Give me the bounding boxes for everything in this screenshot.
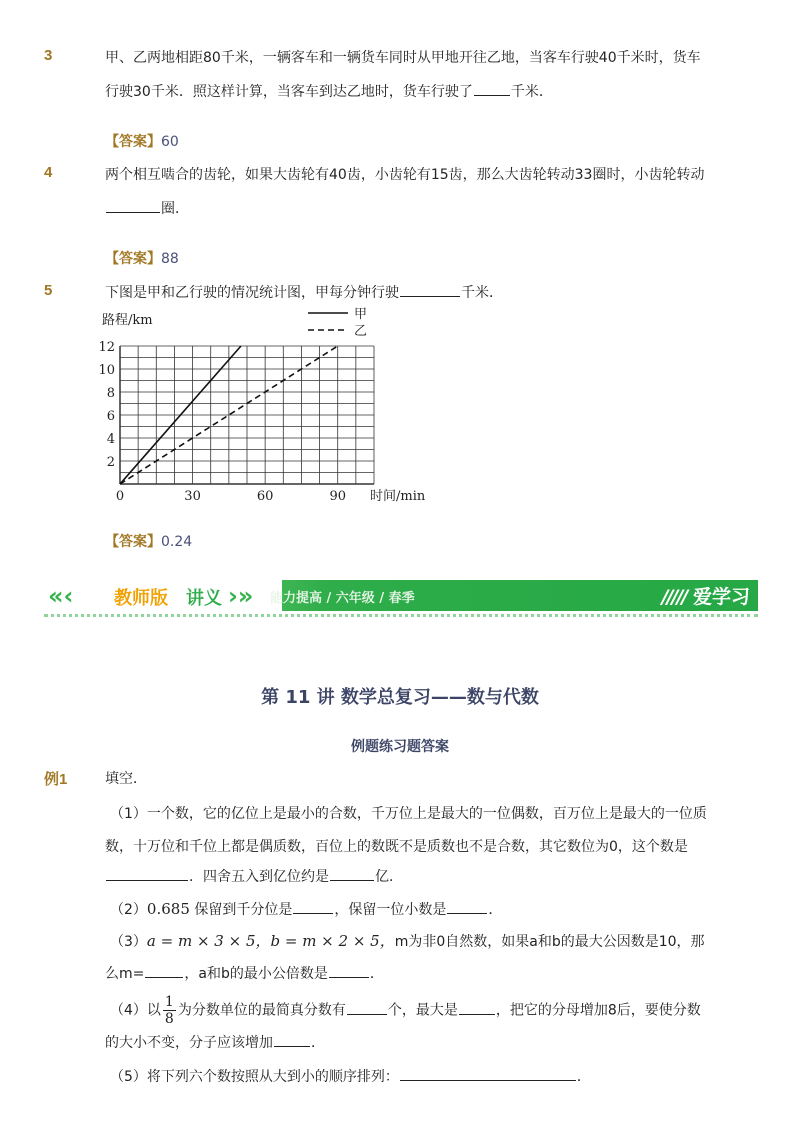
answer-blank: [274, 1032, 310, 1047]
ex1-part1-line3a: ．四舍五入到亿位约是: [189, 869, 329, 885]
ex1-part3-line1: [110, 930, 705, 951]
lecture-title: 第 11 讲 数学总复习——数与代数: [261, 687, 539, 708]
q3-text-line2a: 行驶30千米．照这样计算，当客车到达乙地时，货车行驶了: [105, 84, 473, 100]
q4-text-line2b: 圈．: [161, 201, 189, 217]
answer-value: 60: [161, 134, 179, 150]
x-axis-label: 时间/min: [370, 489, 426, 504]
answer-blank: [329, 963, 369, 978]
ex1-part1-line1: （1）一个数，它的亿位上是最小的合数，千万位上是最大的一位偶数，百万位上是最大的一位质: [110, 806, 707, 822]
x-tick-label: 30: [184, 489, 201, 504]
ex1-part4-label: （4）以: [110, 1002, 161, 1019]
answer-label: 【答案】: [105, 134, 161, 150]
ex1-part4-text-c: 个，最大是: [387, 1002, 458, 1019]
ex1-part3-text-l2a: 么m=: [105, 966, 145, 982]
header-banner: [44, 580, 758, 611]
ex1-part3-text-b: m为非0自然数，如果a和b的最大公因数是10，那: [394, 934, 705, 950]
banner-title-notes: 讲义: [186, 588, 222, 609]
answer-blank: [474, 81, 510, 96]
answer-value: 88: [161, 251, 179, 267]
chart-grid: [120, 346, 374, 484]
ex1-part4-text-l2a: 的大小不变，分子应该增加: [105, 1035, 273, 1051]
ex1-part3-line2: [105, 963, 384, 983]
ex1-part1-line2: 数，十万位和千位上都是偶质数，百位上的数既不是质数也不是合数，其它数位为0，这个数是: [105, 839, 688, 855]
ex1-part3-label: （3）: [110, 934, 147, 950]
q5-text-line1b: 千米．: [461, 285, 503, 301]
y-tick-label: 8: [106, 386, 115, 401]
ex1-part2-label: （2）: [110, 902, 147, 918]
answer-label: 【答案】: [105, 534, 161, 550]
q5-answer: [105, 531, 192, 551]
answer-blank: [447, 899, 487, 914]
fraction-numerator: 1: [164, 994, 174, 1010]
question-number-5: 5: [44, 282, 53, 299]
answer-blank: [106, 198, 160, 213]
q3-text-line2b: 千米．: [510, 84, 553, 100]
brand-logo: [662, 582, 750, 609]
ex1-part4-text-l2b: ．: [311, 1035, 325, 1051]
q3-answer: [105, 131, 179, 151]
fraction: [163, 994, 176, 1027]
question-number-3: 3: [44, 47, 53, 64]
double-chevron-left-icon: «‹: [48, 582, 74, 610]
q3-text-line2: [105, 81, 553, 101]
answer-value: 0.24: [161, 534, 193, 550]
x-tick-label: 90: [329, 489, 346, 504]
example-label: 例1: [44, 771, 68, 788]
chart-legend: [308, 307, 367, 339]
x-tick-label: 60: [256, 489, 274, 504]
q5-text-line1: [105, 282, 503, 302]
ex1-part2-text-c: ，保留一位小数是: [334, 902, 447, 918]
ex1-part2-text-d: ．: [488, 902, 503, 918]
y-tick-label: 10: [98, 363, 115, 378]
answer-blank: [145, 963, 183, 978]
q3-text-line1: 甲、乙两地相距80千米，一辆客车和一辆货车同时从甲地开往乙地，当客车行驶40千米时，货车: [105, 50, 701, 66]
answer-blank: [400, 282, 460, 297]
example-intro: 填空．: [105, 771, 147, 787]
y-tick-label: 12: [98, 340, 115, 355]
y-tick-label: 6: [106, 409, 115, 424]
q4-answer: [105, 248, 179, 268]
logo-text: 爱学习: [692, 586, 750, 608]
ex1-part2-text-b: 保留到千分位是: [194, 902, 293, 918]
repeating-decimal: 0.685: [146, 900, 190, 918]
banner-dotted-divider: [44, 614, 758, 617]
q4-text-line1: 两个相互啮合的齿轮，如果大齿轮有40齿，小齿轮有15齿，那么大齿轮转动33圈时，小齿轮转动: [105, 167, 705, 183]
x-tick-label: 0: [115, 489, 125, 504]
lecture-subtitle: 例题练习题答案: [351, 739, 449, 755]
banner-subtitle: 能力提高 / 六年级 / 春季: [270, 591, 415, 606]
ex1-part1-line3b: 亿．: [375, 869, 403, 885]
legend-label: 甲: [354, 307, 368, 322]
fraction-denominator: 8: [164, 1011, 174, 1027]
y-tick-label: 4: [106, 432, 115, 447]
question-number-4: 4: [44, 164, 53, 181]
answer-blank: [106, 866, 188, 881]
q5-text-line1a: 下图是甲和乙行驶的情况统计图，甲每分钟行驶: [105, 285, 399, 301]
ex1-part2: [110, 899, 502, 919]
double-chevron-right-icon: ›»: [228, 582, 254, 610]
distance-time-chart: [98, 300, 438, 510]
answer-blank: [400, 1066, 576, 1081]
banner-title-teacher: 教师版: [114, 588, 168, 609]
logo-mark-icon: /////: [661, 586, 687, 608]
ex1-part4-text-b: 为分数单位的最简真分数有: [177, 1002, 346, 1019]
ex1-part4-text-d: ，把它的分母增加8后，要使分数: [495, 1002, 701, 1019]
y-tick-label: 2: [106, 455, 115, 470]
ex1-part5: [110, 1066, 591, 1086]
ex1-part1-line3: [105, 866, 403, 886]
ex1-part4-line1: [110, 994, 701, 1027]
ex1-part5-text: （5）将下列六个数按照从大到小的顺序排列：: [110, 1069, 399, 1085]
q4-text-line2: [105, 198, 189, 218]
legend-label: 乙: [354, 324, 368, 339]
ex1-part3-text-l2c: ．: [369, 966, 384, 982]
y-axis-label: 路程/km: [102, 313, 153, 328]
ex1-part4-line2: [105, 1032, 325, 1052]
answer-label: 【答案】: [105, 251, 161, 267]
ex1-part3-text-l2b: ，a和b的最小公倍数是: [184, 966, 328, 982]
answer-blank: [330, 866, 374, 881]
ex1-part5-end: ．: [576, 1069, 591, 1085]
answer-blank: [459, 1000, 495, 1015]
answer-blank: [347, 1000, 387, 1015]
equation: a = m × 3 × 5，b = m × 2 × 5，: [146, 932, 395, 950]
answer-blank: [293, 899, 333, 914]
